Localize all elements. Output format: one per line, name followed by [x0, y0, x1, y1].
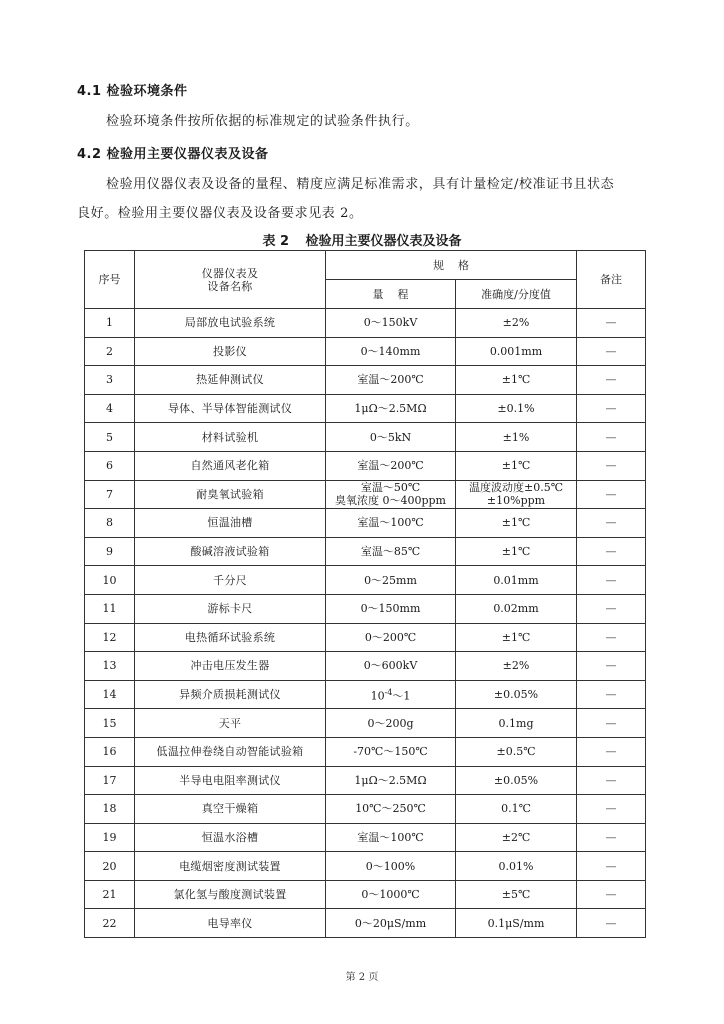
cell-accuracy-line1: 温度波动度±0.5℃ [468, 481, 563, 495]
cell-name: 材料试验机 [135, 423, 326, 452]
cell-accuracy: 0.02mm [456, 594, 577, 623]
cell-name: 天平 [135, 709, 326, 738]
table-caption-number: 表 2 [262, 234, 290, 249]
cell-accuracy: 0.01mm [456, 566, 577, 595]
cell-accuracy: ±1℃ [456, 366, 577, 395]
cell-remark: — [577, 623, 646, 652]
section-heading-4-2: 4.2 检验用主要仪器仪表及设备 [77, 147, 269, 162]
cell-range: 0～140mm [326, 337, 456, 366]
cell-remark: — [577, 394, 646, 423]
cell-accuracy [456, 480, 577, 509]
cell-range: 0～150kV [326, 309, 456, 338]
cell-name: 低温拉伸卷绕自动智能试验箱 [135, 737, 326, 766]
cell-name: 导体、半导体智能测试仪 [135, 394, 326, 423]
cell-accuracy: ±0.5℃ [456, 737, 577, 766]
cell-remark: — [577, 594, 646, 623]
section-4-2-text-line2: 良好。检验用主要仪器仪表及设备要求见表 2。 [77, 206, 363, 221]
table-row [85, 594, 646, 623]
cell-accuracy-line2: ±10%ppm [486, 494, 546, 508]
cell-name: 千分尺 [135, 566, 326, 595]
cell-remark: — [577, 337, 646, 366]
cell-no: 19 [85, 823, 135, 852]
cell-accuracy: ±2% [456, 309, 577, 338]
table-row [85, 451, 646, 480]
cell-accuracy: 0.1℃ [456, 795, 577, 824]
cell-no: 16 [85, 737, 135, 766]
cell-no: 22 [85, 909, 135, 938]
table-row [85, 566, 646, 595]
table-row [85, 909, 646, 938]
cell-range-line2: 臭氧浓度 0～400ppm [334, 494, 446, 508]
table-row [85, 394, 646, 423]
cell-no: 4 [85, 394, 135, 423]
cell-no: 3 [85, 366, 135, 395]
cell-range-suffix: ～1 [392, 689, 411, 703]
cell-range [326, 680, 456, 709]
cell-remark: — [577, 309, 646, 338]
section-4-1-text: 检验环境条件按所依据的标准规定的试验条件执行。 [106, 114, 419, 129]
cell-name: 耐臭氧试验箱 [135, 480, 326, 509]
cell-no: 11 [85, 594, 135, 623]
table-row [85, 852, 646, 881]
cell-no: 7 [85, 480, 135, 509]
table-row [85, 537, 646, 566]
cell-no: 5 [85, 423, 135, 452]
table-row [85, 337, 646, 366]
cell-name: 恒温油槽 [135, 509, 326, 538]
cell-range: 室温～85℃ [326, 537, 456, 566]
cell-accuracy: ±2℃ [456, 823, 577, 852]
section-4-2-text-line1: 检验用仪器仪表及设备的量程、精度应满足标准需求，具有计量检定/校准证书且状态 [106, 177, 615, 192]
cell-no: 8 [85, 509, 135, 538]
table-row [85, 709, 646, 738]
cell-range: 1μΩ～2.5MΩ [326, 766, 456, 795]
cell-name: 冲击电压发生器 [135, 652, 326, 681]
instrument-table [84, 250, 646, 938]
table-caption-title: 检验用主要仪器仪表及设备 [305, 234, 462, 249]
cell-accuracy: 0.001mm [456, 337, 577, 366]
cell-range-exponent: -4 [384, 688, 393, 698]
cell-range: 0～600kV [326, 652, 456, 681]
cell-remark: — [577, 766, 646, 795]
cell-remark: — [577, 423, 646, 452]
table-row [85, 309, 646, 338]
cell-accuracy: ±1% [456, 423, 577, 452]
cell-name: 真空干燥箱 [135, 795, 326, 824]
cell-accuracy: ±1℃ [456, 623, 577, 652]
cell-no: 17 [85, 766, 135, 795]
cell-name: 恒温水浴槽 [135, 823, 326, 852]
header-accuracy: 准确度/分度值 [456, 280, 577, 309]
cell-remark: — [577, 680, 646, 709]
cell-range-line1: 室温～50℃ [360, 481, 421, 495]
cell-no: 6 [85, 451, 135, 480]
cell-remark: — [577, 566, 646, 595]
cell-no: 18 [85, 795, 135, 824]
cell-accuracy: ±2% [456, 652, 577, 681]
cell-name: 半导电电阻率测试仪 [135, 766, 326, 795]
cell-range: -70℃～150℃ [326, 737, 456, 766]
table-row [85, 623, 646, 652]
cell-no: 12 [85, 623, 135, 652]
cell-range: 10℃～250℃ [326, 795, 456, 824]
page-number: 第 2 页 [345, 972, 379, 983]
cell-range: 1μΩ～2.5MΩ [326, 394, 456, 423]
header-no: 序号 [85, 251, 135, 309]
cell-range: 室温～100℃ [326, 823, 456, 852]
cell-range: 室温～200℃ [326, 451, 456, 480]
table-row [85, 652, 646, 681]
cell-range: 0～5kN [326, 423, 456, 452]
table-row [85, 823, 646, 852]
cell-name: 投影仪 [135, 337, 326, 366]
cell-accuracy: 0.01% [456, 852, 577, 881]
cell-accuracy: ±1℃ [456, 451, 577, 480]
header-remark: 备注 [577, 251, 646, 309]
cell-remark: — [577, 823, 646, 852]
header-name [135, 251, 326, 309]
cell-remark: — [577, 880, 646, 909]
cell-remark: — [577, 537, 646, 566]
cell-remark: — [577, 480, 646, 509]
cell-name: 异频介质损耗测试仪 [135, 680, 326, 709]
cell-no: 9 [85, 537, 135, 566]
cell-name: 自然通风老化箱 [135, 451, 326, 480]
cell-no: 2 [85, 337, 135, 366]
header-name-line2: 设备名称 [207, 279, 253, 293]
table-row [85, 795, 646, 824]
cell-range: 0～25mm [326, 566, 456, 595]
cell-accuracy: 0.1mg [456, 709, 577, 738]
cell-range-base: 10 [370, 689, 385, 703]
table-row [85, 766, 646, 795]
cell-range [326, 480, 456, 509]
cell-remark: — [577, 909, 646, 938]
cell-no: 15 [85, 709, 135, 738]
cell-accuracy: ±0.05% [456, 766, 577, 795]
cell-range: 0～200℃ [326, 623, 456, 652]
table-caption [0, 230, 724, 249]
cell-accuracy: ±0.05% [456, 680, 577, 709]
cell-name: 电导率仪 [135, 909, 326, 938]
cell-accuracy: ±1℃ [456, 537, 577, 566]
cell-name: 酸碱溶液试验箱 [135, 537, 326, 566]
table-row [85, 680, 646, 709]
table-row [85, 737, 646, 766]
cell-remark: — [577, 451, 646, 480]
cell-remark: — [577, 852, 646, 881]
cell-name: 氯化氢与酸度测试装置 [135, 880, 326, 909]
cell-accuracy: ±1℃ [456, 509, 577, 538]
cell-remark: — [577, 795, 646, 824]
table-row [85, 423, 646, 452]
cell-range: 0～150mm [326, 594, 456, 623]
cell-remark: — [577, 709, 646, 738]
cell-name: 游标卡尺 [135, 594, 326, 623]
cell-remark: — [577, 652, 646, 681]
header-range: 量 程 [326, 280, 456, 309]
cell-remark: — [577, 737, 646, 766]
cell-accuracy: 0.1μS/mm [456, 909, 577, 938]
header-spec: 规 格 [326, 251, 577, 280]
table-row [85, 366, 646, 395]
cell-name: 热延伸测试仪 [135, 366, 326, 395]
table-row [85, 480, 646, 509]
cell-range: 室温～200℃ [326, 366, 456, 395]
cell-accuracy: ±5℃ [456, 880, 577, 909]
cell-remark: — [577, 509, 646, 538]
cell-name: 电热循环试验系统 [135, 623, 326, 652]
cell-range: 室温～100℃ [326, 509, 456, 538]
cell-range: 0～1000℃ [326, 880, 456, 909]
cell-accuracy: ±0.1% [456, 394, 577, 423]
cell-range: 0～100% [326, 852, 456, 881]
cell-no: 1 [85, 309, 135, 338]
cell-remark: — [577, 366, 646, 395]
table-row [85, 509, 646, 538]
cell-no: 13 [85, 652, 135, 681]
cell-no: 14 [85, 680, 135, 709]
cell-range: 0～20μS/mm [326, 909, 456, 938]
section-heading-4-1: 4.1 检验环境条件 [77, 84, 188, 99]
cell-range: 0～200g [326, 709, 456, 738]
table-body [85, 309, 646, 938]
cell-no: 10 [85, 566, 135, 595]
header-name-line1: 仪器仪表及 [201, 266, 259, 280]
table-row [85, 880, 646, 909]
cell-no: 21 [85, 880, 135, 909]
cell-no: 20 [85, 852, 135, 881]
cell-name: 电缆烟密度测试装置 [135, 852, 326, 881]
cell-name: 局部放电试验系统 [135, 309, 326, 338]
